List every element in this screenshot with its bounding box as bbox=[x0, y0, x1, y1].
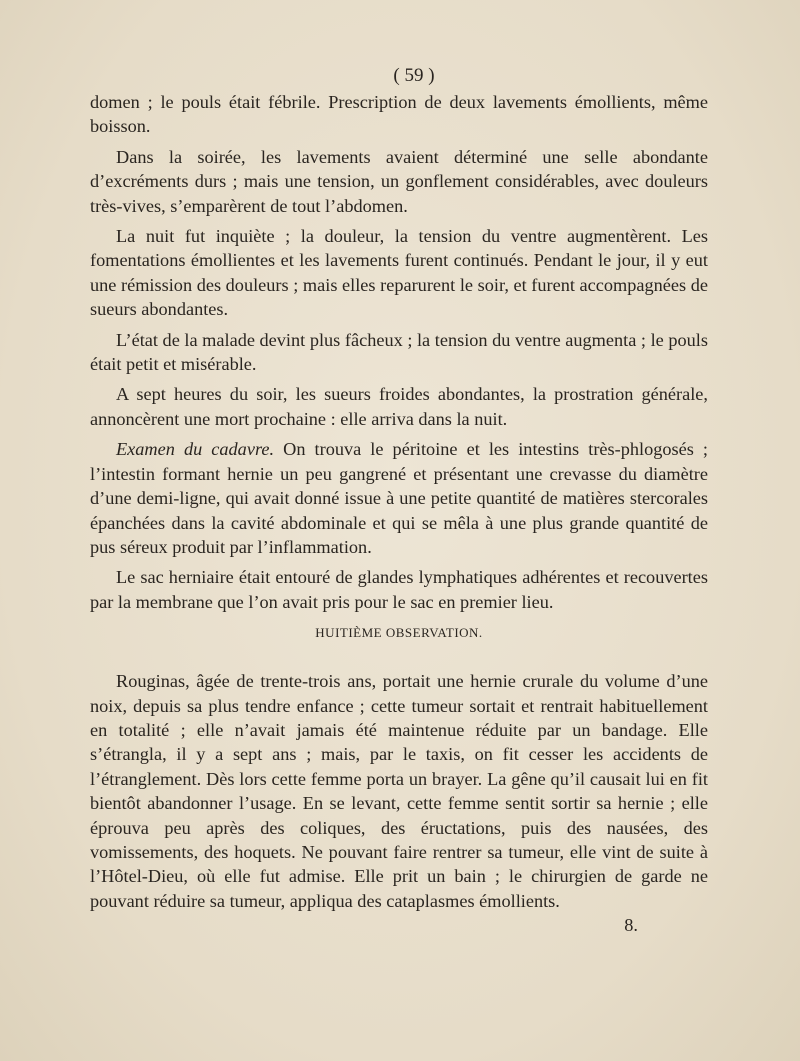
autopsy-text: On trouva le péritoine et les intestins très-phlogosés ; l’intestin formant hernie un peu gangrené et présentant une crevasse du diamètre d’une demi-ligne, qui avait donné issue à une petite quantité de matières stercorales épanchées dans la cavité abdominale et qui se mêla à une plus grande quantité de pus séreux produit par l’inflammation. bbox=[90, 439, 708, 557]
paragraph-autopsy bbox=[90, 437, 708, 559]
observation-heading: HUITIÈME OBSERVATION. bbox=[315, 625, 483, 641]
autopsy-lead: Examen du cadavre. bbox=[116, 439, 275, 460]
paragraph-continuation: domen ; le pouls était fébrile. Prescription de deux lavements émollients, même boisson. bbox=[90, 92, 708, 137]
paragraph-night: La nuit fut inquiète ; la douleur, la tension du ventre augmentèrent. Les fomentations émollientes et les lavements furent continués. Pendant le jour, il y eut une rémission des douleurs ; mais elles reparurent le soir, et furent accompagnées de sueurs abondantes. bbox=[90, 226, 708, 320]
paragraph-evening: Dans la soirée, les lavements avaient déterminé une selle abondante d’excréments durs ; mais une tension, un gonflement considérables, avec douleurs très-vives, s’emparèrent de tout l’abdomen. bbox=[90, 146, 708, 216]
paragraph-death: A sept heures du soir, les sueurs froides abondantes, la prostration générale, annoncèrent une mort prochaine : elle arriva dans la nuit. bbox=[90, 384, 708, 429]
signature-mark: 8. bbox=[624, 915, 638, 936]
book-page bbox=[90, 62, 708, 937]
page-number: ( 59 ) bbox=[393, 65, 435, 86]
paragraph-condition: L’état de la malade devint plus fâcheux ; la tension du ventre augmenta ; le pouls était petit et misérable. bbox=[90, 329, 708, 375]
paragraph-hernia-sac: Le sac herniaire était entouré de glandes lymphatiques adhérentes et recouvertes par la membrane que l’on avait pris pour le sac en premier lieu. bbox=[90, 567, 708, 612]
paragraph-observation: Rouginas, âgée de trente-trois ans, portait une hernie crurale du volume d’une noix, depuis sa plus tendre enfance ; cette tumeur sortait et rentrait habituellement en totalité ; elle n’avait jamais été maintenue réduite par un bandage. Elle s’étrangla, il y a sept ans ; mais, par le taxis, on fit cesser les accidents de l’étranglement. Dès lors cette femme porta un brayer. La gêne qu’il causait lui en fit bientôt abandonner l’usage. En se levant, cette femme sentit sortir sa hernie ; elle éprouva peu après des coliques, des éructations, puis des nausées, des vomissements, des hoquets. Ne pouvant faire rentrer sa tumeur, elle vint de suite à l’Hôtel-Dieu, où elle fut admise. Elle prit un bain ; le chirurgien de garde ne pouvant réduire sa tumeur, appliqua des cataplasmes émollients. bbox=[90, 671, 708, 911]
